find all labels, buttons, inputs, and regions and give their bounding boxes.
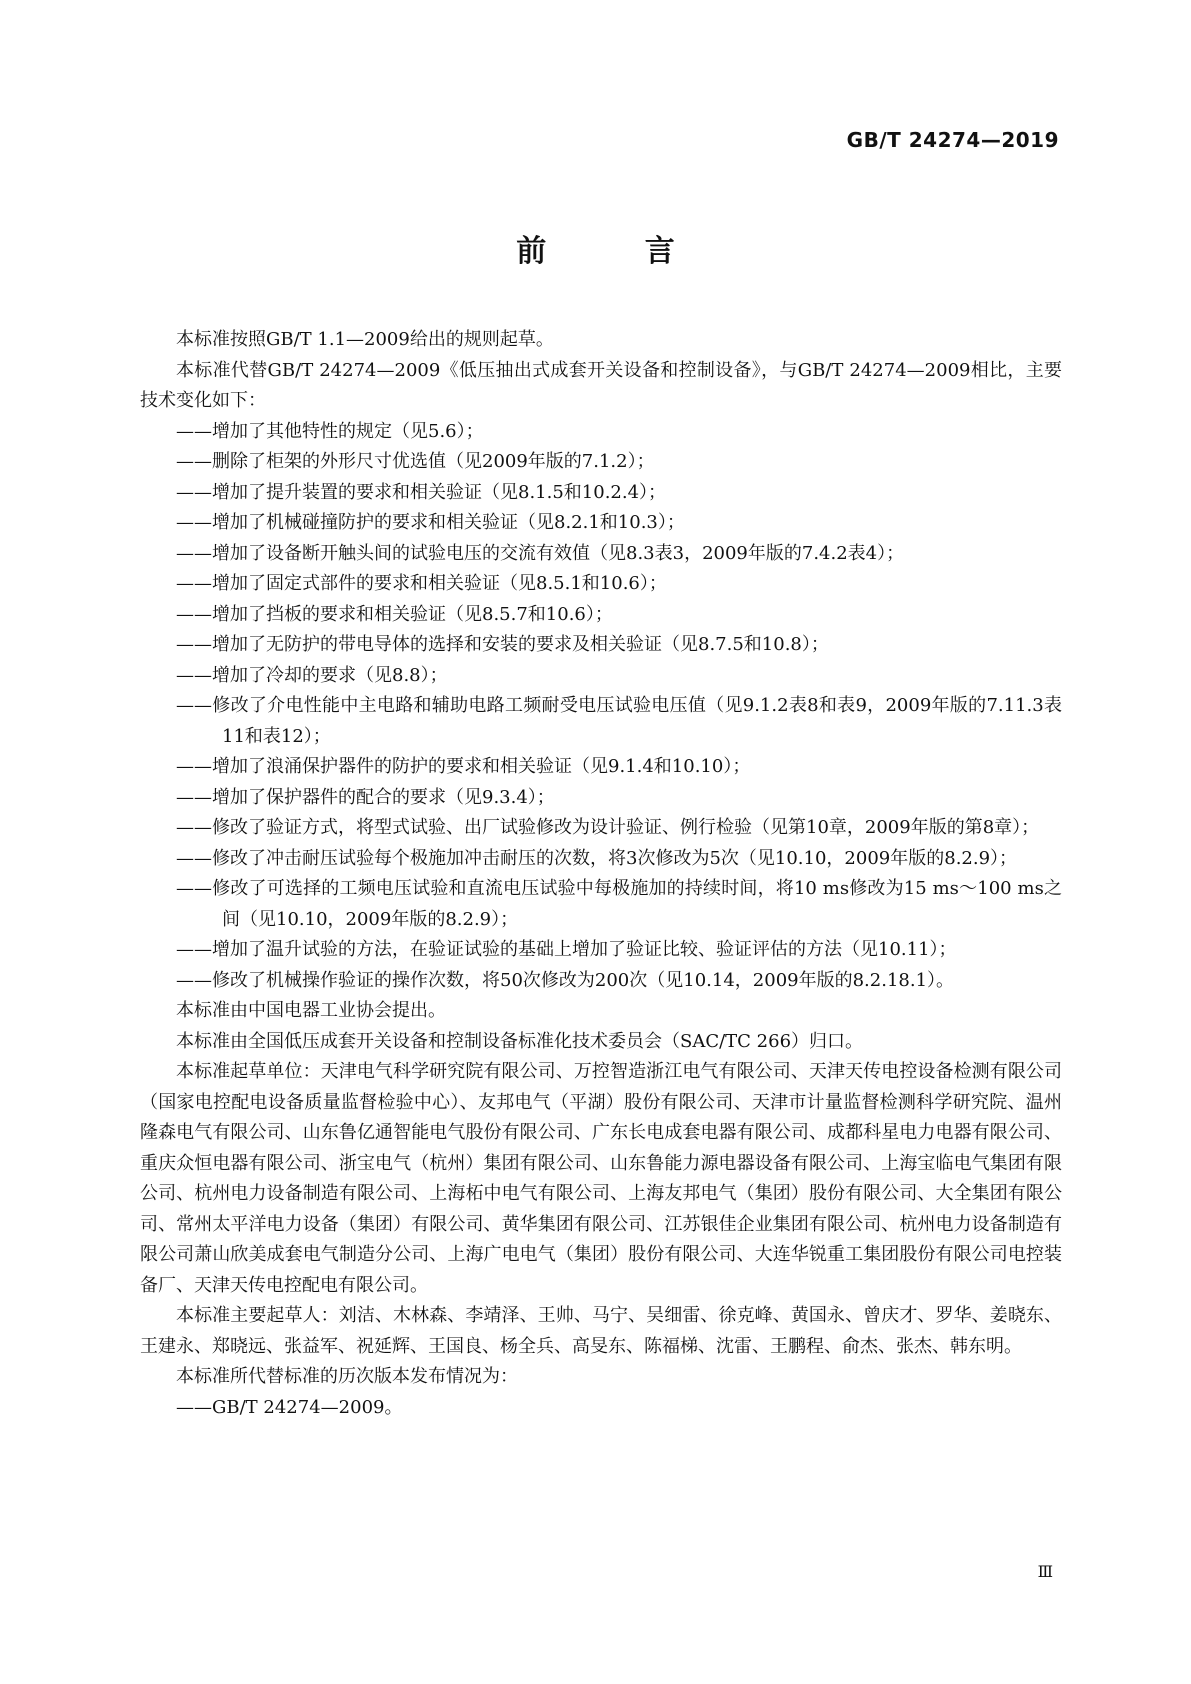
paragraph-drafting-units: 本标准起草单位：天津电气科学研究院有限公司、万控智造浙江电气有限公司、天津天传电控设备检测有限公司（国家电控配电设备质量监督检验中心）、友邦电气（平湖）股份有限公司、天津市计量监督检测科学研究院、温州隆森电气有限公司、山东鲁亿通智能电气股份有限公司、广东长电成套电器有限公司、成都科星电力电器有限公司、重庆众恒电器有限公司、浙宝电气（杭州）集团有限公司、山东鲁能力源电器设备有限公司、上海宝临电气集团有限公司、杭州电力设备制造有限公司、上海柘中电气有限公司、上海友邦电气（集团）股份有限公司、大全集团有限公司、常州太平洋电力设备（集团）有限公司、黄华集团有限公司、江苏银佳企业集团有限公司、杭州电力设备制造有限公司萧山欣美成套电气制造分公司、上海广电电气（集团）股份有限公司、大连华锐重工集团股份有限公司电控装备厂、天津天传电控配电有限公司。: [140, 1061, 1062, 1296]
paragraph-replaces: 本标准代替GB/T 24274—2009《低压抽出式成套开关设备和控制设备》，与GB/T 24274—2009相比，主要技术变化如下：: [140, 359, 1062, 411]
change-item: ——增加了提升装置的要求和相关验证（见8.1.5和10.2.4）；: [176, 481, 667, 503]
paragraph-drafting-rules: 本标准按照GB/T 1.1—2009给出的规则起草。: [176, 329, 554, 350]
change-item: ——修改了介电性能中主电路和辅助电路工频耐受电压试验电压值（见9.1.2表8和表9，2009年版的7.11.3表11和表12）；: [176, 695, 1062, 747]
page-number: Ⅲ: [1037, 1562, 1053, 1581]
previous-version-item: ——GB/T 24274—2009。: [176, 1396, 403, 1418]
change-item: ——增加了固定式部件的要求和相关验证（见8.5.1和10.6）；: [176, 573, 667, 594]
paragraph-proposer: 本标准由中国电器工业协会提出。: [176, 1000, 446, 1021]
change-item: ——修改了机械操作验证的操作次数，将50次修改为200次（见10.14，2009年版的8.2.18.1）。: [176, 969, 955, 991]
change-item: ——增加了浪涌保护器件的防护的要求和相关验证（见9.1.4和10.10）；: [176, 756, 751, 777]
change-item: ——增加了设备断开触头间的试验电压的交流有效值（见8.3表3，2009年版的7.4.2表4）；: [176, 542, 905, 564]
change-item: ——修改了冲击耐压试验每个极施加冲击耐压的次数，将3次修改为5次（见10.10，2009年版的8.2.9）；: [176, 847, 1018, 869]
change-item: ——修改了验证方式，将型式试验、出厂试验修改为设计验证、例行检验（见第10章，2009年版的第8章）；: [176, 817, 1040, 838]
page-title: 前 言: [516, 234, 719, 269]
paragraph-previous-editions: 本标准所代替标准的历次版本发布情况为：: [176, 1366, 518, 1387]
change-item: ——增加了温升试验的方法，在验证试验的基础上增加了验证比较、验证评估的方法（见10.11）；: [176, 939, 957, 960]
standard-number: GB/T 24274—2019: [846, 128, 1059, 152]
change-item: ——增加了机械碰撞防护的要求和相关验证（见8.2.1和10.3）；: [176, 512, 685, 533]
change-item: ——删除了柜架的外形尺寸优选值（见2009年版的7.1.2）；: [176, 451, 655, 472]
change-item: ——增加了冷却的要求（见8.8）；: [176, 664, 448, 686]
change-item: ——修改了可选择的工频电压试验和直流电压试验中每极施加的持续时间，将10 ms修改为15 ms～100 ms之间（见10.10，2009年版的8.2.9）；: [176, 878, 1062, 930]
change-item: ——增加了其他特性的规定（见5.6）；: [176, 420, 484, 442]
paragraph-committee: 本标准由全国低压成套开关设备和控制设备标准化技术委员会（SAC/TC 266）归口。: [176, 1030, 864, 1052]
foreword-body: [140, 325, 1062, 1423]
change-item: ——增加了保护器件的配合的要求（见9.3.4）；: [176, 786, 555, 808]
change-item: ——增加了挡板的要求和相关验证（见8.5.7和10.6）；: [176, 603, 613, 625]
change-item: ——增加了无防护的带电导体的选择和安装的要求及相关验证（见8.7.5和10.8）；: [176, 634, 829, 655]
paragraph-drafters: 本标准主要起草人：刘洁、木林森、李靖泽、王帅、马宁、吴细雷、徐克峰、黄国永、曾庆才、罗华、姜晓东、王建永、郑晓远、张益军、祝延辉、王国良、杨全兵、高旻东、陈福梯、沈雷、王鹏程、俞杰、张杰、韩东明。: [140, 1305, 1062, 1357]
